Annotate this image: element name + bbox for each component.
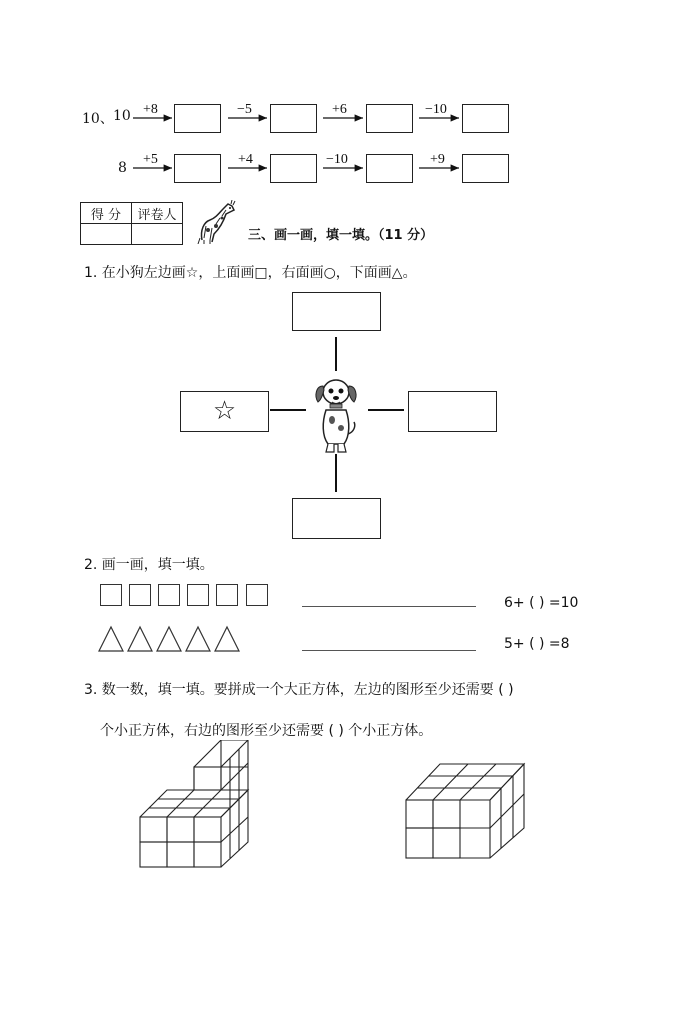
op-label: −10 [425,102,447,117]
triangle-shape [128,627,152,651]
op-label: −10 [326,152,348,167]
row1-prefix: 10、 [82,111,114,127]
op-label: +4 [238,152,253,167]
q3-line1: 3. 数一数，填一填。要拼成一个大正方体，左边的图形至少还需要 ( ) [84,682,514,698]
square-shape [129,584,151,606]
square-shape [158,584,180,606]
star-symbol: ☆ [212,396,237,426]
triangle-row [96,624,246,654]
q3-line2: 个小正方体，右边的图形至少还需要 ( ) 个小正方体。 [100,723,433,739]
op-label: +5 [143,152,158,167]
op-label: +8 [143,102,158,117]
dog-icon [310,376,362,454]
answer-line[interactable] [302,606,476,607]
triangle-shape [186,627,210,651]
grader-label: 评卷人 [132,203,183,224]
right-cube-figure [400,760,530,870]
q2-text: 2. 画一画，填一填。 [84,557,214,573]
op-label: +6 [332,102,347,117]
row1-start: 10 [113,108,131,124]
equation-1: 6+ ( ) =10 [504,595,579,611]
left-cube-figure [130,740,270,880]
q1-text: 1. 在小狗左边画☆，上面画□，右面画○，下面画△。 [84,265,417,281]
square-shape [216,584,238,606]
square-shape [187,584,209,606]
section3-title: 三、画一画，填一填。（11 分） [248,228,434,243]
score-label: 得 分 [81,203,132,224]
op-label: −5 [237,102,252,117]
triangle-shape [215,627,239,651]
op-label: +9 [430,152,445,167]
triangle-shape [99,627,123,651]
row2-start: 8 [118,160,127,176]
square-shape [100,584,122,606]
equation-2: 5+ ( ) =8 [504,636,570,652]
square-shape [246,584,268,606]
answer-line[interactable] [302,650,476,651]
triangle-shape [157,627,181,651]
